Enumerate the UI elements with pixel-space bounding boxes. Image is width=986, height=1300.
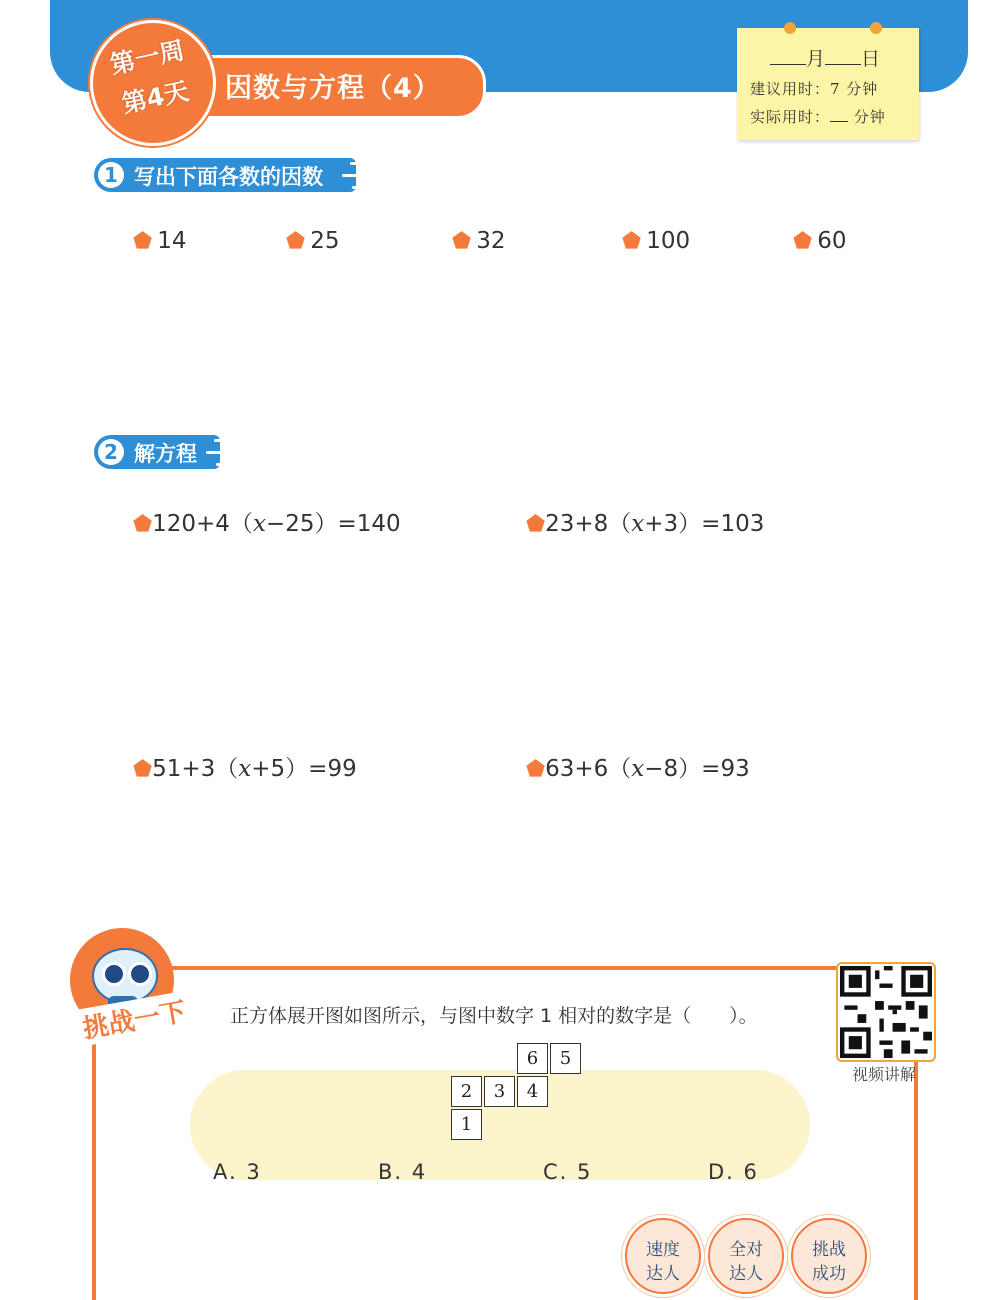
equation: ⬟63+6（x−8）=93 [526, 756, 750, 782]
star-icon: ⬟ [526, 512, 546, 537]
option-d[interactable]: D. 6 [708, 1160, 759, 1184]
challenge-label: 挑战一下 [76, 991, 193, 1047]
section1-number: 1 [98, 162, 124, 188]
robot-eye-icon [102, 962, 126, 986]
suggested-time: 建议用时：7 分钟 [750, 80, 879, 98]
pin-icon [870, 22, 882, 34]
day-label: 第4天 [119, 76, 192, 119]
speed-line [350, 162, 378, 165]
month-label: 月 [806, 48, 826, 70]
net-cell: 3 [484, 1076, 515, 1107]
date-line [770, 44, 880, 71]
award-speed-text: 速度 达人 [646, 1240, 680, 1284]
speed-line [214, 439, 242, 442]
week-label: 第一周 [107, 35, 188, 80]
day-label-sticky: 日 [861, 48, 881, 70]
option-c[interactable]: C. 5 [543, 1160, 593, 1184]
qr-code[interactable] [836, 962, 936, 1062]
net-cell: 5 [550, 1043, 581, 1074]
speed-line [352, 186, 378, 189]
net-cell: 2 [451, 1076, 482, 1107]
star-icon: ⬟ [622, 229, 642, 254]
factor-item: ⬟ 14 [133, 228, 187, 254]
star-icon: ⬟ [793, 229, 813, 254]
factor-item: ⬟ 25 [286, 228, 340, 254]
equation: ⬟120+4（x−25）=140 [133, 511, 401, 537]
robot-eye-icon [128, 962, 152, 986]
challenge-question: 正方体展开图如图所示，与图中数字 1 相对的数字是（ ）。 [230, 1005, 758, 1027]
star-icon: ⬟ [286, 229, 306, 254]
qr-code-icon [840, 966, 932, 1058]
net-cell: 1 [451, 1109, 482, 1140]
page-title: 因数与方程（4） [225, 73, 441, 104]
star-icon: ⬟ [133, 229, 153, 254]
option-b[interactable]: B. 4 [378, 1160, 428, 1184]
star-icon: ⬟ [133, 512, 153, 537]
option-a[interactable]: A. 3 [213, 1160, 262, 1184]
section1-title: 写出下面各数的因数 [134, 165, 323, 189]
star-icon: ⬟ [452, 229, 472, 254]
factor-item: ⬟ 100 [622, 228, 691, 254]
factor-item: ⬟ 60 [793, 228, 847, 254]
net-cell: 4 [517, 1076, 548, 1107]
speed-line [206, 451, 244, 454]
actual-time: 实际用时： 分钟 [750, 108, 886, 126]
section2-number: 2 [98, 439, 124, 465]
qr-caption: 视频讲解 [851, 1065, 916, 1084]
award-challenge-text: 挑战 成功 [812, 1240, 846, 1284]
net-cell: 6 [517, 1043, 548, 1074]
speed-line [216, 463, 242, 466]
equation: ⬟51+3（x+5）=99 [133, 756, 357, 782]
award-correct-text: 全对 达人 [729, 1240, 763, 1284]
section2-title: 解方程 [134, 442, 197, 466]
factor-item: ⬟ 32 [452, 228, 506, 254]
pin-icon [784, 22, 796, 34]
star-icon: ⬟ [526, 757, 546, 782]
star-icon: ⬟ [133, 757, 153, 782]
speed-line [342, 174, 380, 177]
equation: ⬟23+8（x+3）=103 [526, 511, 765, 537]
